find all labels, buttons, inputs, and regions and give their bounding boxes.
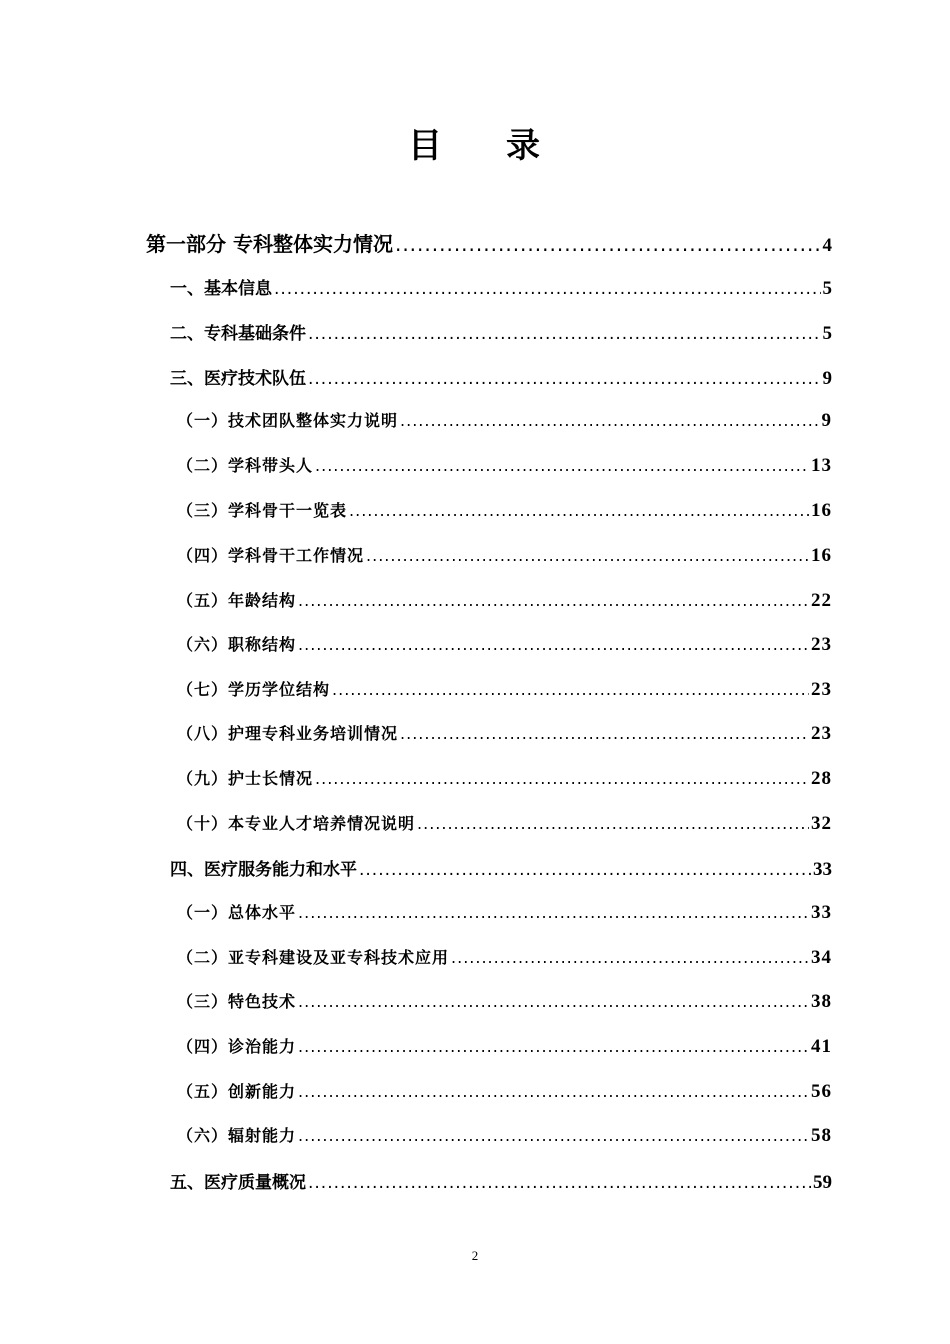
toc-entry-label: 二、专科基础条件 [170, 324, 306, 344]
title-char-1: 目 [408, 126, 444, 166]
toc-dot-leader [298, 992, 809, 1011]
toc-entry-page: 32 [811, 813, 832, 834]
toc-dot-leader [298, 903, 809, 922]
toc-entry-page: 23 [811, 723, 832, 744]
toc-entry-page: 41 [811, 1036, 832, 1057]
page-number: 2 [471, 1248, 479, 1263]
toc-entry-label: （一）总体水平 [177, 903, 297, 922]
toc-dot-leader [332, 680, 809, 699]
toc-entry-label: 三、医疗技术队伍 [170, 369, 306, 389]
toc-entry-section-2[interactable] [170, 319, 832, 349]
toc-entry-subsection[interactable] [177, 543, 832, 573]
toc-entry-label: 第一部分 专科整体实力情况 [146, 232, 393, 256]
toc-dot-leader [298, 1082, 809, 1101]
toc-entry-subsection[interactable] [177, 945, 832, 975]
toc-entry-page: 9 [822, 368, 832, 389]
toc-entry-page: 59 [813, 1172, 832, 1193]
toc-dot-leader [315, 769, 809, 788]
toc-entry-section-1[interactable] [170, 274, 832, 304]
toc-entry-label: （三）特色技术 [177, 992, 297, 1011]
toc-entry-subsection[interactable] [177, 588, 832, 618]
toc-entry-subsection[interactable] [177, 498, 832, 528]
toc-entry-label: （一）技术团队整体实力说明 [177, 411, 399, 430]
toc-entry-page: 56 [811, 1081, 832, 1102]
toc-dot-leader [308, 1173, 811, 1193]
toc-entry-page: 22 [811, 590, 832, 611]
toc-entry-subsection[interactable] [177, 989, 832, 1019]
toc-dot-leader [400, 724, 809, 743]
toc-entry-label: 一、基本信息 [170, 279, 272, 299]
toc-entry-subsection[interactable] [177, 677, 832, 707]
toc-entry-page: 5 [822, 323, 832, 344]
toc-entry-label: （四）学科骨干工作情况 [177, 546, 365, 565]
toc-entry-subsection[interactable] [177, 811, 832, 841]
toc-entry-subsection[interactable] [177, 766, 832, 796]
toc-dot-leader [298, 1126, 809, 1145]
toc-entry-label: （十）本专业人才培养情况说明 [177, 814, 416, 833]
toc-entry-subsection[interactable] [177, 453, 832, 483]
toc-entry-part-1[interactable] [146, 228, 832, 258]
toc-entry-label: （三）学科骨干一览表 [177, 501, 348, 520]
toc-entry-label: （九）护士长情况 [177, 769, 314, 788]
toc-entry-subsection[interactable] [177, 721, 832, 751]
toc-dot-leader [451, 948, 809, 967]
toc-entry-subsection[interactable] [177, 1034, 832, 1064]
toc-dot-leader [298, 1037, 809, 1056]
toc-entry-label: （五）创新能力 [177, 1082, 297, 1101]
toc-entry-page: 9 [821, 410, 832, 431]
toc-dot-leader [395, 232, 821, 256]
toc-entry-label: 五、医疗质量概况 [170, 1173, 306, 1193]
toc-entry-section-5[interactable] [170, 1168, 832, 1198]
toc-entry-subsection[interactable] [177, 632, 832, 662]
toc-entry-label: （七）学历学位结构 [177, 680, 331, 699]
toc-entry-section-4[interactable] [170, 855, 832, 885]
toc-entry-page: 16 [811, 500, 832, 521]
toc-entry-page: 38 [811, 991, 832, 1012]
toc-dot-leader [315, 456, 809, 475]
toc-entry-page: 23 [811, 634, 832, 655]
toc-entry-label: （四）诊治能力 [177, 1037, 297, 1056]
toc-entry-page: 33 [811, 902, 832, 923]
toc-dot-leader [417, 814, 809, 833]
toc-entry-page: 34 [811, 947, 832, 968]
toc-dot-leader [274, 279, 821, 299]
toc-entry-section-3[interactable] [170, 364, 832, 394]
toc-entry-page: 23 [811, 679, 832, 700]
toc-dot-leader [298, 591, 809, 610]
toc-entry-page: 4 [822, 235, 832, 256]
toc-entry-subsection[interactable] [177, 1079, 832, 1109]
toc-entry-subsection[interactable] [177, 900, 832, 930]
toc-entry-label: （八）护理专科业务培训情况 [177, 724, 399, 743]
toc-entry-page: 13 [811, 455, 832, 476]
toc-dot-leader [349, 501, 809, 520]
toc-entry-subsection[interactable] [177, 408, 832, 438]
toc-entry-label: 四、医疗服务能力和水平 [170, 860, 357, 880]
toc-dot-leader [359, 860, 811, 880]
toc-entry-label: （五）年龄结构 [177, 591, 297, 610]
toc-entry-label: （六）辐射能力 [177, 1126, 297, 1145]
toc-entry-subsection[interactable] [177, 1123, 832, 1153]
toc-entry-label: （二）学科带头人 [177, 456, 314, 475]
toc-dot-leader [308, 324, 821, 344]
toc-entry-label: （二）亚专科建设及亚专科技术应用 [177, 948, 450, 967]
toc-entry-label: （六）职称结构 [177, 635, 297, 654]
toc-dot-leader [308, 369, 821, 389]
toc-dot-leader [400, 411, 819, 430]
toc-entry-page: 58 [811, 1125, 832, 1146]
title-char-2: 录 [506, 126, 542, 166]
toc-entry-page: 33 [813, 859, 832, 880]
toc-dot-leader [366, 546, 809, 565]
toc-entry-page: 16 [811, 545, 832, 566]
toc-entry-page: 5 [822, 278, 832, 299]
toc-entry-page: 28 [811, 768, 832, 789]
page-title [0, 118, 950, 167]
toc-dot-leader [298, 635, 809, 654]
